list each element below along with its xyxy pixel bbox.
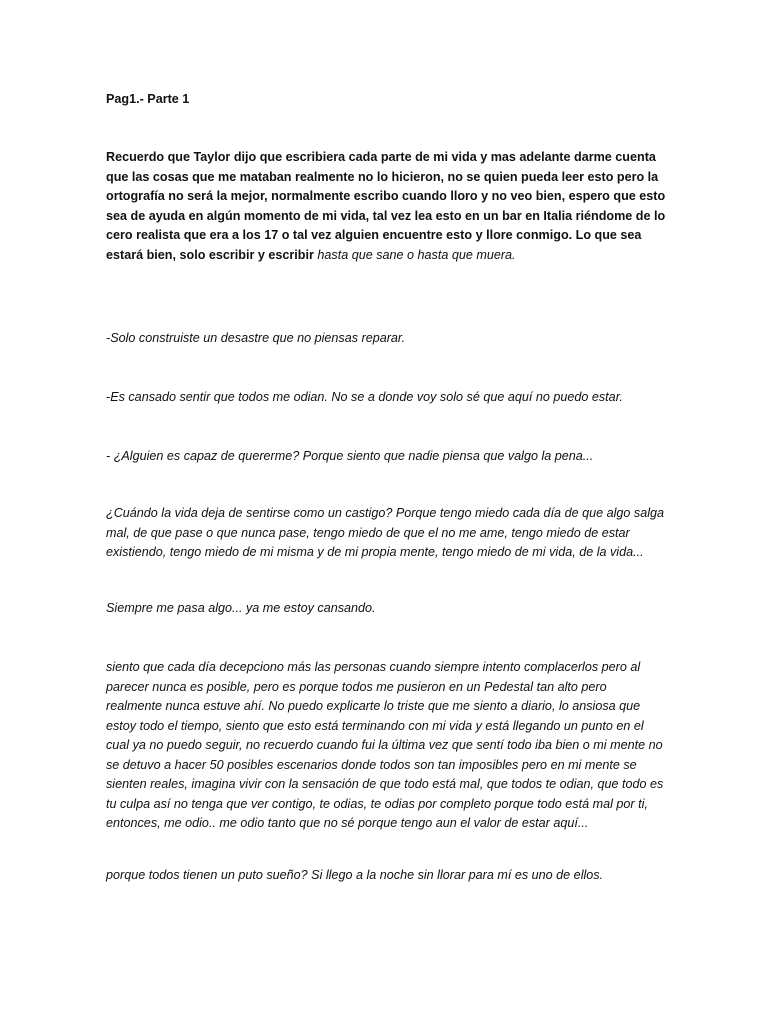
page-heading: Pag1.- Parte 1	[106, 92, 190, 106]
intro-paragraph	[106, 148, 666, 265]
paragraph-3: - ¿Alguien es capaz de quererme? Porque siento que nadie piensa que valgo la pena...	[106, 449, 594, 463]
paragraph-5: Siempre me pasa algo... ya me estoy cansando.	[106, 601, 376, 615]
paragraph-2: -Es cansado sentir que todos me odian. No se a donde voy solo sé que aquí no puedo estar.	[106, 390, 623, 404]
paragraph-7: porque todos tienen un puto sueño? Si llego a la noche sin llorar para mí es uno de ellos.	[106, 868, 604, 882]
paragraph-6: siento que cada día decepciono más las personas cuando siempre intento complacerlos pero al parecer nunca es posible, pero es porque todos me pusieron en un Pedestal tan alto pero realmente nunca estuve ahí. No puedo explicarte lo triste que me siento a diario, lo ansiosa que estoy todo el tiempo, siento que esto está terminando con mi vida y está llegando un punto en el cual ya no puedo seguir, no recuerdo cuando fui la última vez que sentí todo iba bien o mi mente no se detuvo a hacer 50 posibles escenarios donde todos son tan imposibles pero en mi mente se sienten reales, imagina vivir con la sensación de que todo está mal, que todos te odian, que todo es tu culpa así no tenga que ver contigo, te odias, te odias por completo porque todo está mal por ti, entonces, me odio.. me odio tanto que no sé porque tengo aun el valor de estar aquí...	[106, 660, 664, 830]
intro-bold-text: Recuerdo que Taylor dijo que escribiera cada parte de mi vida y mas adelante darme cuenta que las cosas que me mataban realmente no lo hicieron, no se quien pueda leer esto pero la ortografía no será la mejor, normalmente escribo cuando lloro y no veo bien, espero que esto sea de ayuda en algún momento de mi vida, tal vez lea esto en un bar en Italia riéndome de lo cero realista que era a los 17 o tal vez alguien encuentre esto y llore conmigo. Lo que sea estará bien, solo escribir y escribir	[106, 150, 666, 262]
paragraph-4: ¿Cuándo la vida deja de sentirse como un castigo? Porque tengo miedo cada día de que algo salga mal, de que pase o que nunca pase, tengo miedo de que el no me ame, tengo miedo de estar existiendo, tengo miedo de mi misma y de mi propia mente, tengo miedo de mi vida, de la vida...	[106, 506, 664, 559]
paragraph-1: -Solo construiste un desastre que no piensas reparar.	[106, 331, 406, 345]
intro-italic-text: hasta que sane o hasta que muera.	[317, 247, 516, 262]
